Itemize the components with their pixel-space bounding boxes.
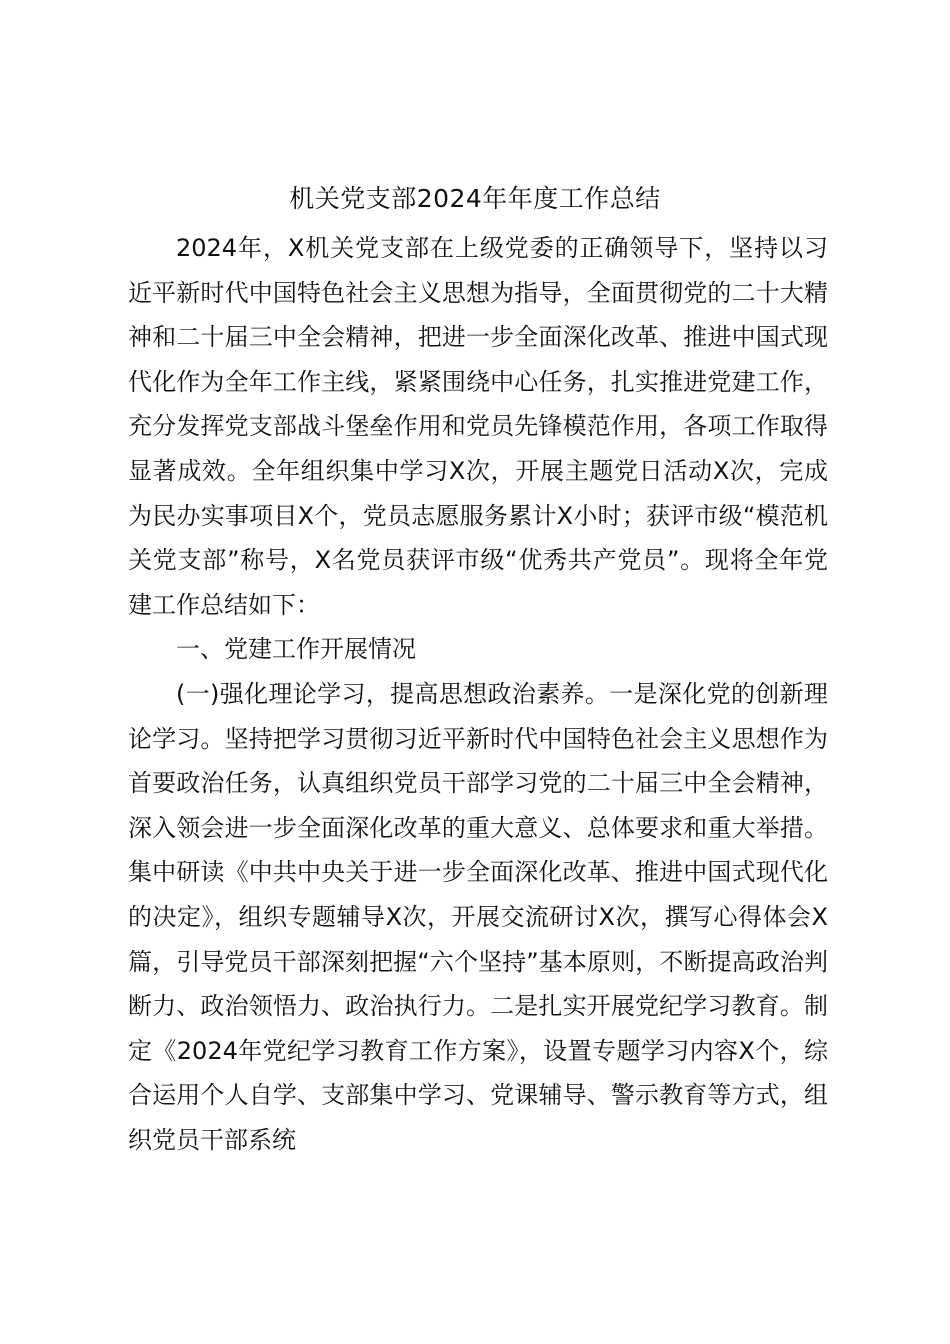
- intro-paragraph: 2024年，X机关党支部在上级党委的正确领导下，坚持以习近平新时代中国特色社会主义思想为指导，全面贯彻党的二十大精神和二十届三中全会精神，把进一步全面深化改革、推进中国式现代化作为全年工作主线，紧紧围绕中心任务，扎实推进党建工作，充分发挥党支部战斗堡垒作用和党员先锋模范作用，各项工作取得显著成效。全年组织集中学习X次，开展主题党日活动X次，完成为民办实事项目X个，党员志愿服务累计X小时；获评市级“模范机关党支部”称号，X名党员获评市级“优秀共产党员”。现将全年党建工作总结如下：: [128, 234, 828, 619]
- section-heading: 一、党建工作开展情况: [176, 635, 416, 664]
- document-body: [128, 226, 828, 1162]
- section-paragraph: (一)强化理论学习，提高思想政治素养。一是深化党的创新理论学习。坚持把学习贯彻习近平新时代中国特色社会主义思想作为首要政治任务，认真组织党员干部学习党的二十届三中全会精神，深入领会进一步全面深化改革的重大意义、总体要求和重大举措。集中研读《中共中央关于进一步全面深化改革、推进中国式现代化的决定》，组织专题辅导X次，开展交流研讨X次，撰写心得体会X篇，引导党员干部深刻把握“六个坚持”基本原则，不断提高政治判断力、政治领悟力、政治执行力。二是扎实开展党纪学习教育。制定《2024年党纪学习教育工作方案》，设置专题学习内容X个，综合运用个人自学、支部集中学习、党课辅导、警示教育等方式，组织党员干部系统: [128, 679, 828, 1154]
- document-title: 机关党支部2024年年度工作总结: [289, 184, 661, 213]
